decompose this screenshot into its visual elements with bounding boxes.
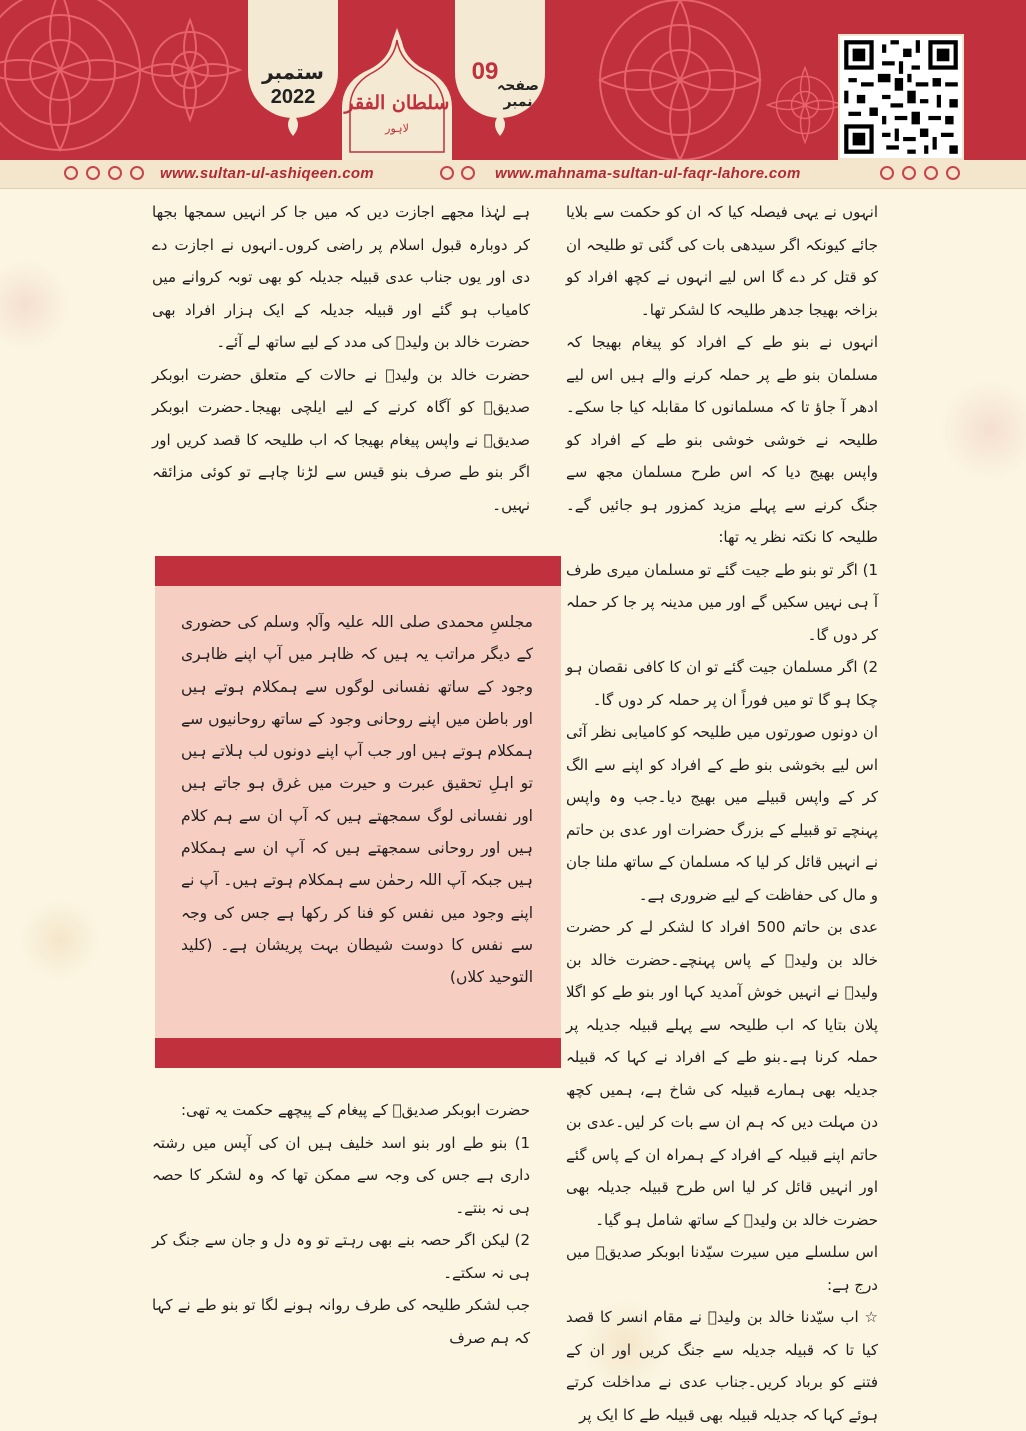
tab-drop-icon [283,114,303,136]
rosette-icon [440,166,454,180]
paragraph: انہوں نے بنو طے کے افراد کو پیغام بھیجا کہ مسلمان بنو طے پر حملہ کرنے والے ہیں اس لیے ادھر آ جاؤ تا کہ مسلمانوں کا مقابلہ کیا جا سکے۔طلیحہ نے خوشی خوشی بنو طے کے افراد کو واپس بھیج دیا کہ اس طرح مسلمان مجھ سے جنگ کرنے سے پہلے مزید کمزور ہو جائیں گے۔طلیحہ کا نکتہ نظر یہ تھا: [566,333,878,546]
background-flower [940,380,1026,480]
list-item: 2) اگر مسلمان جیت گئے تو ان کا کافی نقصان ہو چکا ہو گا تو میں فوراً ان پر حملہ کر دوں گا۔ [566,658,878,709]
website-link-left[interactable]: www.sultan-ul-ashiqeen.com [160,165,374,182]
tab-drop-icon [490,114,510,136]
paragraph: جب لشکر طلیحہ کی طرف روانہ ہونے لگا تو بنو طے نے کہا کہ ہم صرف [152,1296,530,1347]
paragraph: حضرت ابوبکر صدیقؓ کے پیغام کے پیچھے حکمت یہ تھی: [180,1101,530,1119]
paragraph: ان دونوں صورتوں میں طلیحہ کو کامیابی نظر آئی اس لیے بخوشی بنو طے کے افراد کو اپنے سے الگ کر کے واپس قبیلے میں بھیج دیا۔جب وہ واپس پہنچے تو قبیلے کے بزرگ حضرات اور عدی بن حاتم نے انہیں قائل کر لیا کہ مسلمان کے ساتھ ملنا جان و مال کی حفاظت کے لیے ضروری ہے۔ [566,723,878,904]
background-flower [0,260,70,350]
qr-code[interactable] [838,34,964,160]
floral-ornament-icon [760,60,850,150]
article-left-column-bottom [152,1094,530,1354]
list-item: 1) بنو طے اور بنو اسد خلیف ہیں ان کی آپس میں رشتہ داری ہے جس کی وجہ سے ممکن تھا کہ وہ لشکر کا حصہ ہی نہ بنتے۔ [152,1133,530,1217]
magazine-logo-subtext: لاہور [385,122,409,135]
rosette-icon [64,166,78,180]
callout-top-band [155,556,561,586]
floral-ornament-icon [580,0,780,160]
quote-paragraph: ☆ اب سیّدنا خالد بن ولیدؓ نے مقام انسر کا قصد کیا تا کہ قبیلہ جدیلہ سے جنگ کریں اور ان کے فتنے کو برباد کریں۔جناب عدی نے مداخلت کرتے ہوئے کہا کہ جدیلہ قبیلہ بھی قبیلہ طے کا ایک پر [566,1308,878,1424]
qr-code-icon [840,36,962,158]
page-label: صفحہ نمبر [497,78,539,110]
magazine-logo: سلطان الفقر [344,92,450,114]
paragraph: اس سلسلے میں سیرت سیّدنا ابوبکر صدیقؓ میں درج ہے: [566,1243,878,1294]
background-flower [20,900,100,980]
list-item: 1) اگر تو بنو طے جیت گئے تو مسلمان میری طرف آ ہی نہیں سکیں گے اور میں مدینہ پر جا کر حملہ کر دوں گا۔ [566,560,878,644]
rosette-icon [130,166,144,180]
issue-year: 2022 [270,86,316,108]
article-left-column-top [152,196,530,521]
rosette-icon [902,166,916,180]
rosette-icon [880,166,894,180]
rosette-icon [946,166,960,180]
rosette-icon [86,166,100,180]
paragraph: ہے لہٰذا مجھے اجازت دیں کہ میں جا کر انہیں سمجھا بجھا کر دوبارہ قبول اسلام پر راضی کروں۔انہوں نے اجازت دے دی اور یوں جناب عدی قبیلہ جدیلہ کو بھی توبہ کروانے میں کامیاب ہو گئے اور قبیلہ جدیلہ کے ایک ہزار افراد بھی حضرت خالد بن ولیدؓ کی مدد کے لیے ساتھ لے آئے۔ [152,203,530,351]
callout-text [181,606,533,994]
issue-month: ستمبر [262,60,324,84]
paragraph: انہوں نے یہی فیصلہ کیا کہ ان کو حکمت سے بلایا جائے کیونکہ اگر سیدھی بات کی گئی تو طلیحہ ان کو قتل کر دے گا اس لیے انہوں نے کچھ افراد کو بزاخہ بھیجا جدھر طلیحہ کا لشکر تھا۔ [566,203,878,319]
callout-bottom-band [155,1038,561,1068]
list-item: 2) لیکن اگر حصہ بنے بھی رہتے تو وہ دل و جان سے جنگ کر ہی نہ سکتے۔ [152,1231,530,1282]
paragraph: حضرت خالد بن ولیدؓ نے حالات کے متعلق حضرت ابوبکر صدیقؓ کو آگاہ کرنے کے لیے ایلچی بھیجا۔حضرت ابوبکر صدیقؓ نے واپس پیغام بھیجا کہ اب طلیحہ کا قصد کریں اور اگر بنو طے صرف بنو قیس سے لڑنا چاہے تو کوئی مزائقہ نہیں۔ [152,365,530,514]
callout-box [155,556,561,1068]
floral-ornament-icon [130,10,250,130]
paragraph: عدی بن حاتم 500 افراد کا لشکر لے کر حضرت خالد بن ولیدؓ کے پاس پہنچے۔حضرت خالد بن ولیدؓ نے انہیں خوش آمدید کہا اور بنو طے کو اگلا پلان بتایا کہ اب طلیحہ سے پہلے قبیلہ جدیلہ پر حملہ کرنا ہے۔بنو طے کے افراد نے کہا کہ قبیلہ جدیلہ بھی ہمارے قبیلہ کی شاخ ہے، ہمیں کچھ دن مہلت دیں کہ ہم ان سے بات کر لیں۔عدی بن حاتم اپنے قبیلہ کے افراد کے ہمراہ ان کے پاس گئے اور انہیں قائل کر لیا اس طرح قبیلہ جدیلہ بھی حضرت خالد بن ولیدؓ کے ساتھ شامل ہو گیا۔ [566,918,878,1229]
page-number: 09 [471,58,499,85]
masthead [0,0,1026,160]
rosette-icon [108,166,122,180]
callout-body: مجلسِ محمدی صلی اللہ علیہ وآلہٖ وسلم کی حضوری کے دیگر مراتب یہ ہیں کہ ظاہر میں آپ اپنے ظاہری وجود کے ساتھ نفسانی لوگوں سے ہمکلام ہوتے ہیں اور باطن میں اپنے روحانی وجود کے ساتھ روحانیوں سے ہمکلام ہوتے ہیں اور جب آپ اپنے دونوں لب ہلاتے ہیں تو اہلِ تحقیق عبرت و حیرت میں غرق ہو جاتے ہیں اور نفسانی لوگ سمجھتے ہیں کہ آپ ان سے ہم کلام ہیں اور روحانی سمجھتے ہیں کہ آپ ان سے ہمکلام ہیں جبکہ آپ اللہ رحمٰن سے ہمکلام ہوتے ہیں۔ آپ نے اپنے وجود میں نفس کو فنا کر رکھا ہے جس کی وجہ سے نفس کا دوست شیطان بہت پریشان ہے۔ [181,613,533,954]
website-link-right[interactable]: www.mahnama-sultan-ul-faqr-lahore.com [495,165,801,182]
callout-source: (کلید التوحید کلاں) [181,935,533,987]
rosette-icon [461,166,475,180]
rosette-icon [924,166,938,180]
article-right-column [566,196,878,1431]
